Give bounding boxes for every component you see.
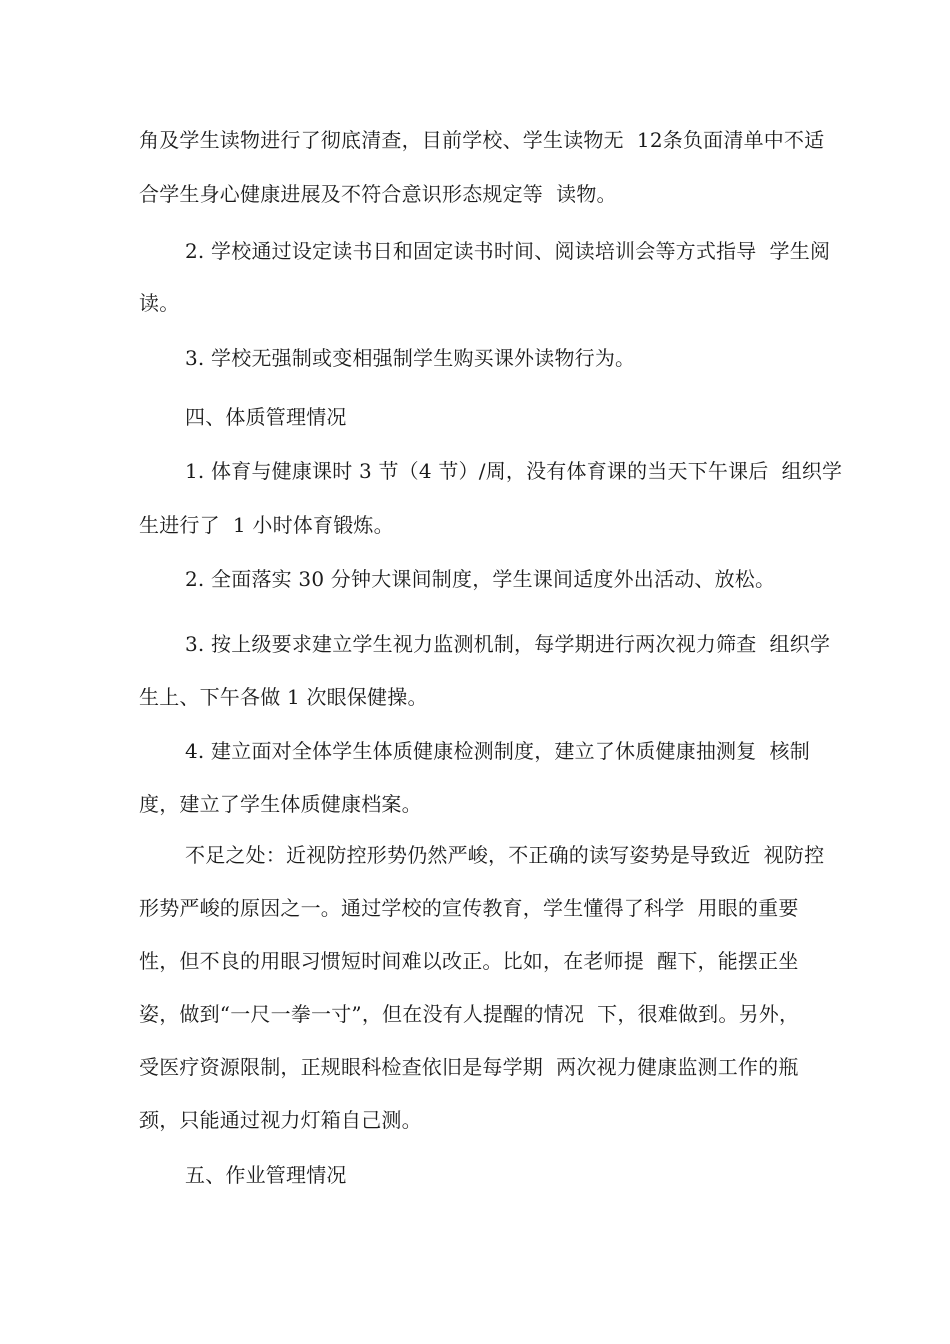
text-line: 度，建立了学生体质健康档案。 [139, 792, 422, 816]
text-line: 性，但不良的用眼习惯短时间难以改正。比如，在老师提 醒下，能摆正坐 [139, 949, 799, 973]
text-line: 受医疗资源限制，正规眼科检查依旧是每学期 两次视力健康监测工作的瓶 [139, 1055, 799, 1079]
text-line: 4. 建立面对全体学生体质健康检测制度，建立了休质健康抽测复 核制 [185, 739, 810, 763]
section-heading: 四、体质管理情况 [185, 405, 347, 429]
text-line: 不足之处：近视防控形势仍然严峻，不正确的读写姿势是导致近 视防控 [185, 843, 825, 867]
text-line: 生上、下午各做 1 次眼保健操。 [139, 685, 428, 709]
text-line: 姿，做到“一尺一拳一寸”，但在没有人提醒的情况 下，很难做到。另外， [139, 1002, 800, 1026]
section-heading: 五、作业管理情况 [185, 1163, 347, 1187]
text-line: 合学生身心健康进展及不符合意识形态规定等 读物。 [139, 182, 617, 206]
text-line: 3. 学校无强制或变相强制学生购买课外读物行为。 [185, 346, 636, 370]
text-line: 2. 全面落实 30 分钟大课间制度，学生课间适度外出活动、放松。 [185, 567, 776, 591]
text-line: 形势严峻的原因之一。通过学校的宣传教育，学生懂得了科学 用眼的重要 [139, 896, 799, 920]
text-line: 3. 按上级要求建立学生视力监测机制，每学期进行两次视力筛查 组织学 [185, 632, 831, 656]
text-line: 角及学生读物进行了彻底清查，目前学校、学生读物无 12条负面清单中不适 [139, 128, 825, 152]
text-line: 读。 [139, 291, 180, 315]
text-line: 颈，只能通过视力灯箱自己测。 [139, 1108, 422, 1132]
text-line: 生进行了 1 小时体育锻炼。 [139, 513, 394, 537]
text-line: 2. 学校通过设定读书日和固定读书时间、阅读培训会等方式指导 学生阅 [185, 239, 831, 263]
text-line: 1. 体育与健康课时 3 节（4 节）/周，没有体育课的当天下午课后 组织学 [185, 459, 843, 483]
